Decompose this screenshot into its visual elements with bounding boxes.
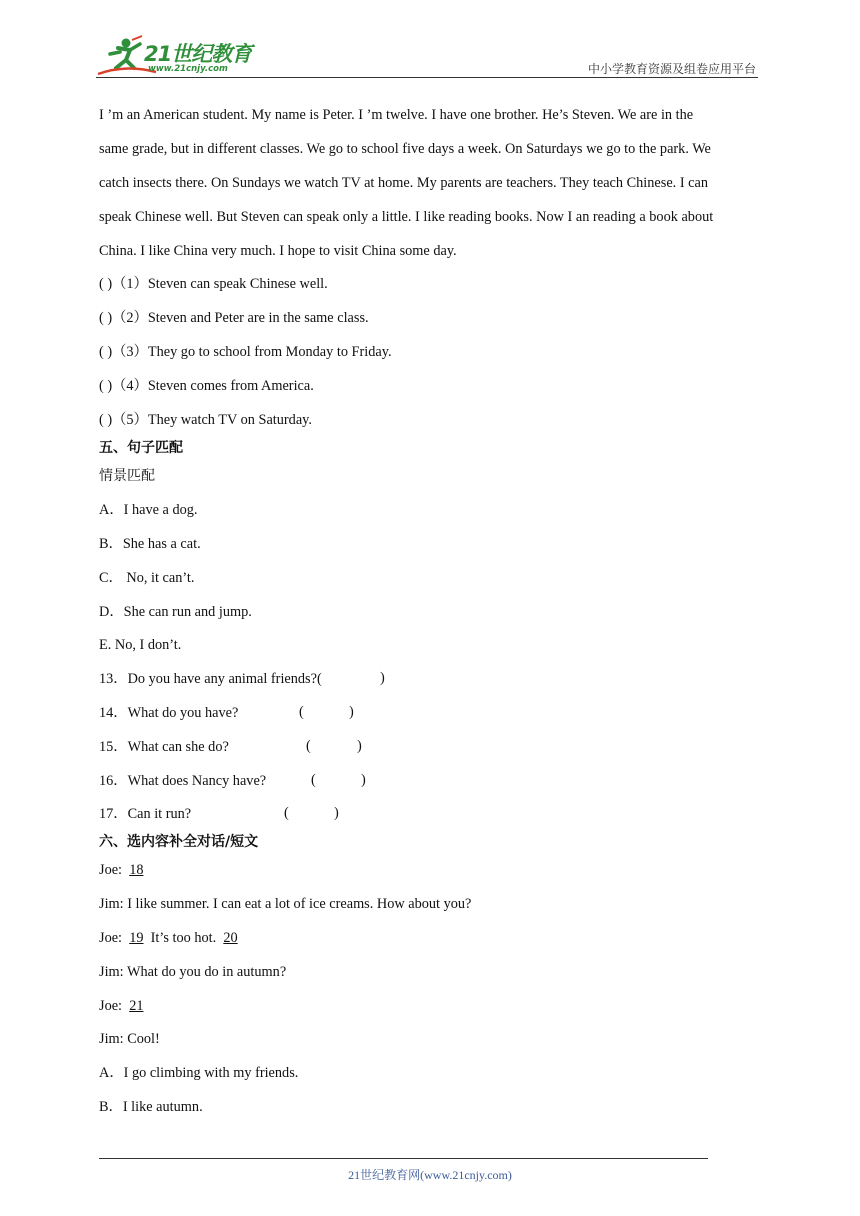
answer-paren-close[interactable]: ) bbox=[361, 772, 366, 788]
speaker: Joe: bbox=[99, 930, 123, 946]
passage-line: China. I like China very much. I hope to visit China some day. bbox=[99, 243, 457, 259]
match-option: B．She has a cat. bbox=[99, 536, 201, 552]
site-name: 中小学教育资源及组卷应用平台 bbox=[587, 62, 756, 76]
question-text: They go to school from Monday to Friday. bbox=[147, 344, 392, 360]
answer-paren-close[interactable]: ) bbox=[334, 805, 339, 821]
answer-paren[interactable]: ( ) bbox=[99, 310, 113, 326]
question-text: 13．Do you have any animal friends?( bbox=[99, 671, 322, 687]
page-header bbox=[96, 34, 758, 78]
header-rule bbox=[96, 77, 758, 78]
passage-line: catch insects there. On Sundays we watch TV at home. My parents are teachers. They teach Chinese. I can bbox=[99, 175, 708, 191]
logo-url: www.21cnjy.com bbox=[148, 64, 228, 74]
question-text: They watch TV on Saturday. bbox=[147, 412, 312, 428]
answer-paren[interactable]: ( ) bbox=[99, 412, 113, 428]
answer-paren-close[interactable]: ) bbox=[357, 738, 362, 754]
answer-paren-open[interactable]: ( bbox=[306, 738, 311, 754]
choice-option: B．I like autumn. bbox=[99, 1099, 203, 1115]
answer-paren[interactable]: ( ) bbox=[99, 276, 113, 292]
question-text: Steven comes from America. bbox=[147, 378, 314, 394]
dialogue-line bbox=[99, 997, 143, 1015]
logo-text: 21世纪教育 bbox=[144, 42, 252, 66]
answer-blank-20[interactable]: 20 bbox=[223, 930, 238, 946]
speaker: Joe: bbox=[99, 998, 123, 1014]
tf-question bbox=[99, 309, 369, 327]
section-subheading: 情景匹配 bbox=[99, 468, 155, 484]
dialogue-line: Jim: What do you do in autumn? bbox=[99, 964, 287, 980]
match-option: A．I have a dog. bbox=[99, 502, 198, 518]
passage-line: same grade, but in different classes. We go to school five days a week. On Saturdays we go to the park. We bbox=[99, 141, 711, 157]
site-logo bbox=[96, 34, 256, 78]
tf-question bbox=[99, 275, 328, 293]
question-text: Steven can speak Chinese well. bbox=[147, 276, 328, 292]
choice-option: A．I go climbing with my friends. bbox=[99, 1065, 299, 1081]
tf-question bbox=[99, 377, 314, 395]
dialogue-line bbox=[99, 861, 143, 879]
footer-rule bbox=[99, 1158, 708, 1159]
passage-line: speak Chinese well. But Steven can speak only a little. I like reading books. Now I an reading a book about bbox=[99, 209, 714, 225]
speaker: Joe: bbox=[99, 862, 123, 878]
tf-question bbox=[99, 411, 312, 429]
section-heading: 六、选内容补全对话/短文 bbox=[99, 834, 259, 850]
answer-paren[interactable]: ( ) bbox=[99, 344, 113, 360]
question-number: （2） bbox=[112, 310, 148, 326]
answer-paren-open[interactable]: ( bbox=[299, 704, 304, 720]
question-number: （1） bbox=[112, 276, 148, 292]
match-question: 16．What does Nancy have? bbox=[99, 773, 267, 789]
match-question bbox=[99, 670, 322, 688]
answer-blank-18[interactable]: 18 bbox=[129, 862, 144, 878]
match-option: D．She can run and jump. bbox=[99, 604, 252, 620]
question-number: （3） bbox=[112, 344, 148, 360]
match-question: 17．Can it run? bbox=[99, 806, 192, 822]
question-number: （4） bbox=[112, 378, 148, 394]
match-question: 14．What do you have? bbox=[99, 705, 239, 721]
dialogue-line: Jim: I like summer. I can eat a lot of ice creams. How about you? bbox=[99, 896, 472, 912]
answer-paren[interactable]: ( ) bbox=[99, 378, 113, 394]
section-heading: 五、句子匹配 bbox=[99, 440, 183, 456]
answer-paren-open[interactable]: ( bbox=[284, 805, 289, 821]
dialogue-line: Jim: Cool! bbox=[99, 1031, 160, 1047]
passage-line: I ’m an American student. My name is Peter. I ’m twelve. I have one brother. He’s Steven. We are in the bbox=[99, 107, 694, 123]
answer-paren-close[interactable]: ) bbox=[380, 670, 385, 686]
tf-question bbox=[99, 343, 392, 361]
question-number: （5） bbox=[112, 412, 148, 428]
question-text: Steven and Peter are in the same class. bbox=[147, 310, 369, 326]
match-option: C． No, it can’t. bbox=[99, 570, 195, 586]
footer-link[interactable]: 21世纪教育网(www.21cnjy.com) bbox=[348, 1168, 512, 1182]
answer-paren-close[interactable]: ) bbox=[349, 704, 354, 720]
dialogue-line bbox=[99, 929, 238, 947]
answer-paren-open[interactable]: ( bbox=[311, 772, 316, 788]
match-question: 15．What can she do? bbox=[99, 739, 229, 755]
answer-blank-19[interactable]: 19 bbox=[129, 930, 144, 946]
answer-blank-21[interactable]: 21 bbox=[129, 998, 144, 1014]
dialogue-text: It’s too hot. bbox=[150, 930, 217, 946]
match-option: E. No, I don’t. bbox=[99, 637, 182, 653]
